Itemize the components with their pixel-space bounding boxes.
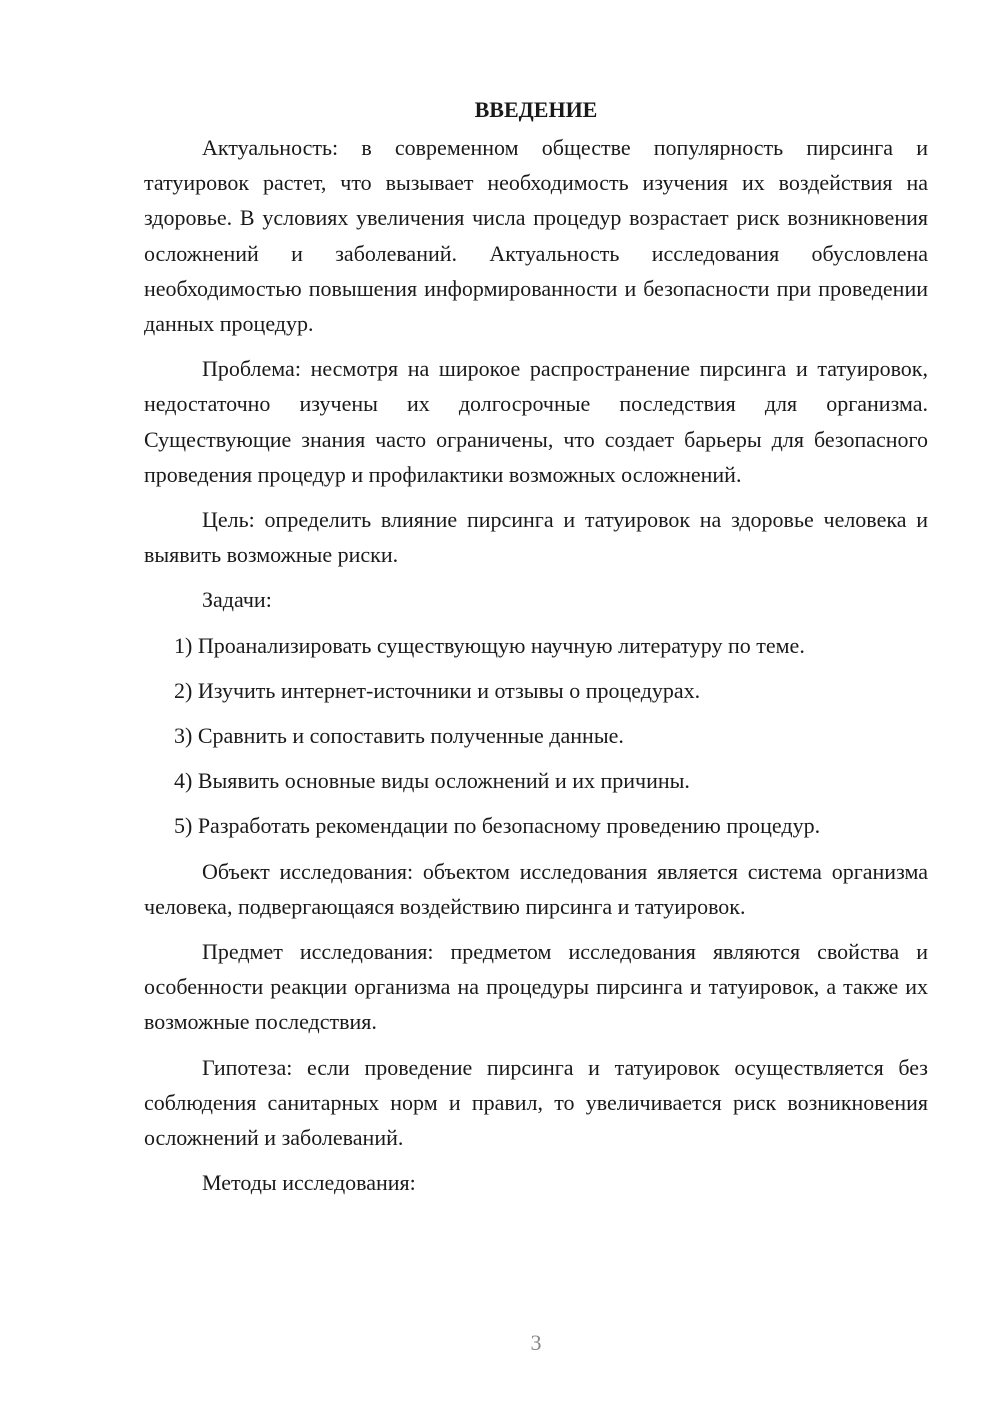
page-number: 3	[530, 1330, 542, 1355]
hypothesis-paragraph: Гипотеза: если проведение пирсинга и татуировок осуществляется без соблюдения санитарных норм и правил, то увеличивается риск возникновения осложнений и заболеваний.	[144, 1054, 928, 1151]
tasks-label: Задачи:	[202, 587, 272, 613]
task-item-1: 1) Проанализировать существующую научную литературу по теме.	[174, 632, 805, 658]
problem-paragraph: Проблема: несмотря на широкое распространение пирсинга и татуировок, недостаточно изучены их долгосрочные последствия для организма. Существующие знания часто ограничены, что создает барьеры для безопасного проведения процедур и профилактики возможных осложнений.	[144, 356, 928, 487]
goal-paragraph: Цель: определить влияние пирсинга и татуировок на здоровье человека и выявить возможные риски.	[144, 507, 928, 568]
tasks-list	[144, 628, 928, 844]
subject-paragraph: Предмет исследования: предметом исследования являются свойства и особенности реакции организма на процедуры пирсинга и татуировок, а также их возможные последствия.	[144, 939, 928, 1035]
task-item-4: 4) Выявить основные виды осложнений и их причины.	[174, 768, 690, 794]
task-item-3: 3) Сравнить и сопоставить полученные данные.	[174, 723, 624, 749]
object-paragraph: Объект исследования: объектом исследования является система организма человека, подвергающаяся воздействию пирсинга и татуировок.	[144, 858, 928, 919]
page-title: ВВЕДЕНИЕ	[474, 97, 598, 122]
relevance-paragraph: Актуальность: в современном обществе популярность пирсинга и татуировок растет, что вызывает необходимость изучения их воздействия на здоровье. В условиях увеличения числа процедур возрастает риск возникновения осложнений и заболеваний. Актуальность исследования обусловлена необходимостью повышения информированности и безопасности при проведении данных процедур.	[144, 135, 928, 337]
document-page	[144, 92, 928, 1210]
task-item-2: 2) Изучить интернет-источники и отзывы о процедурах.	[174, 677, 701, 703]
methods-label: Методы исследования:	[202, 1170, 416, 1196]
task-item-5: 5) Разработать рекомендации по безопасному проведению процедур.	[174, 813, 821, 839]
